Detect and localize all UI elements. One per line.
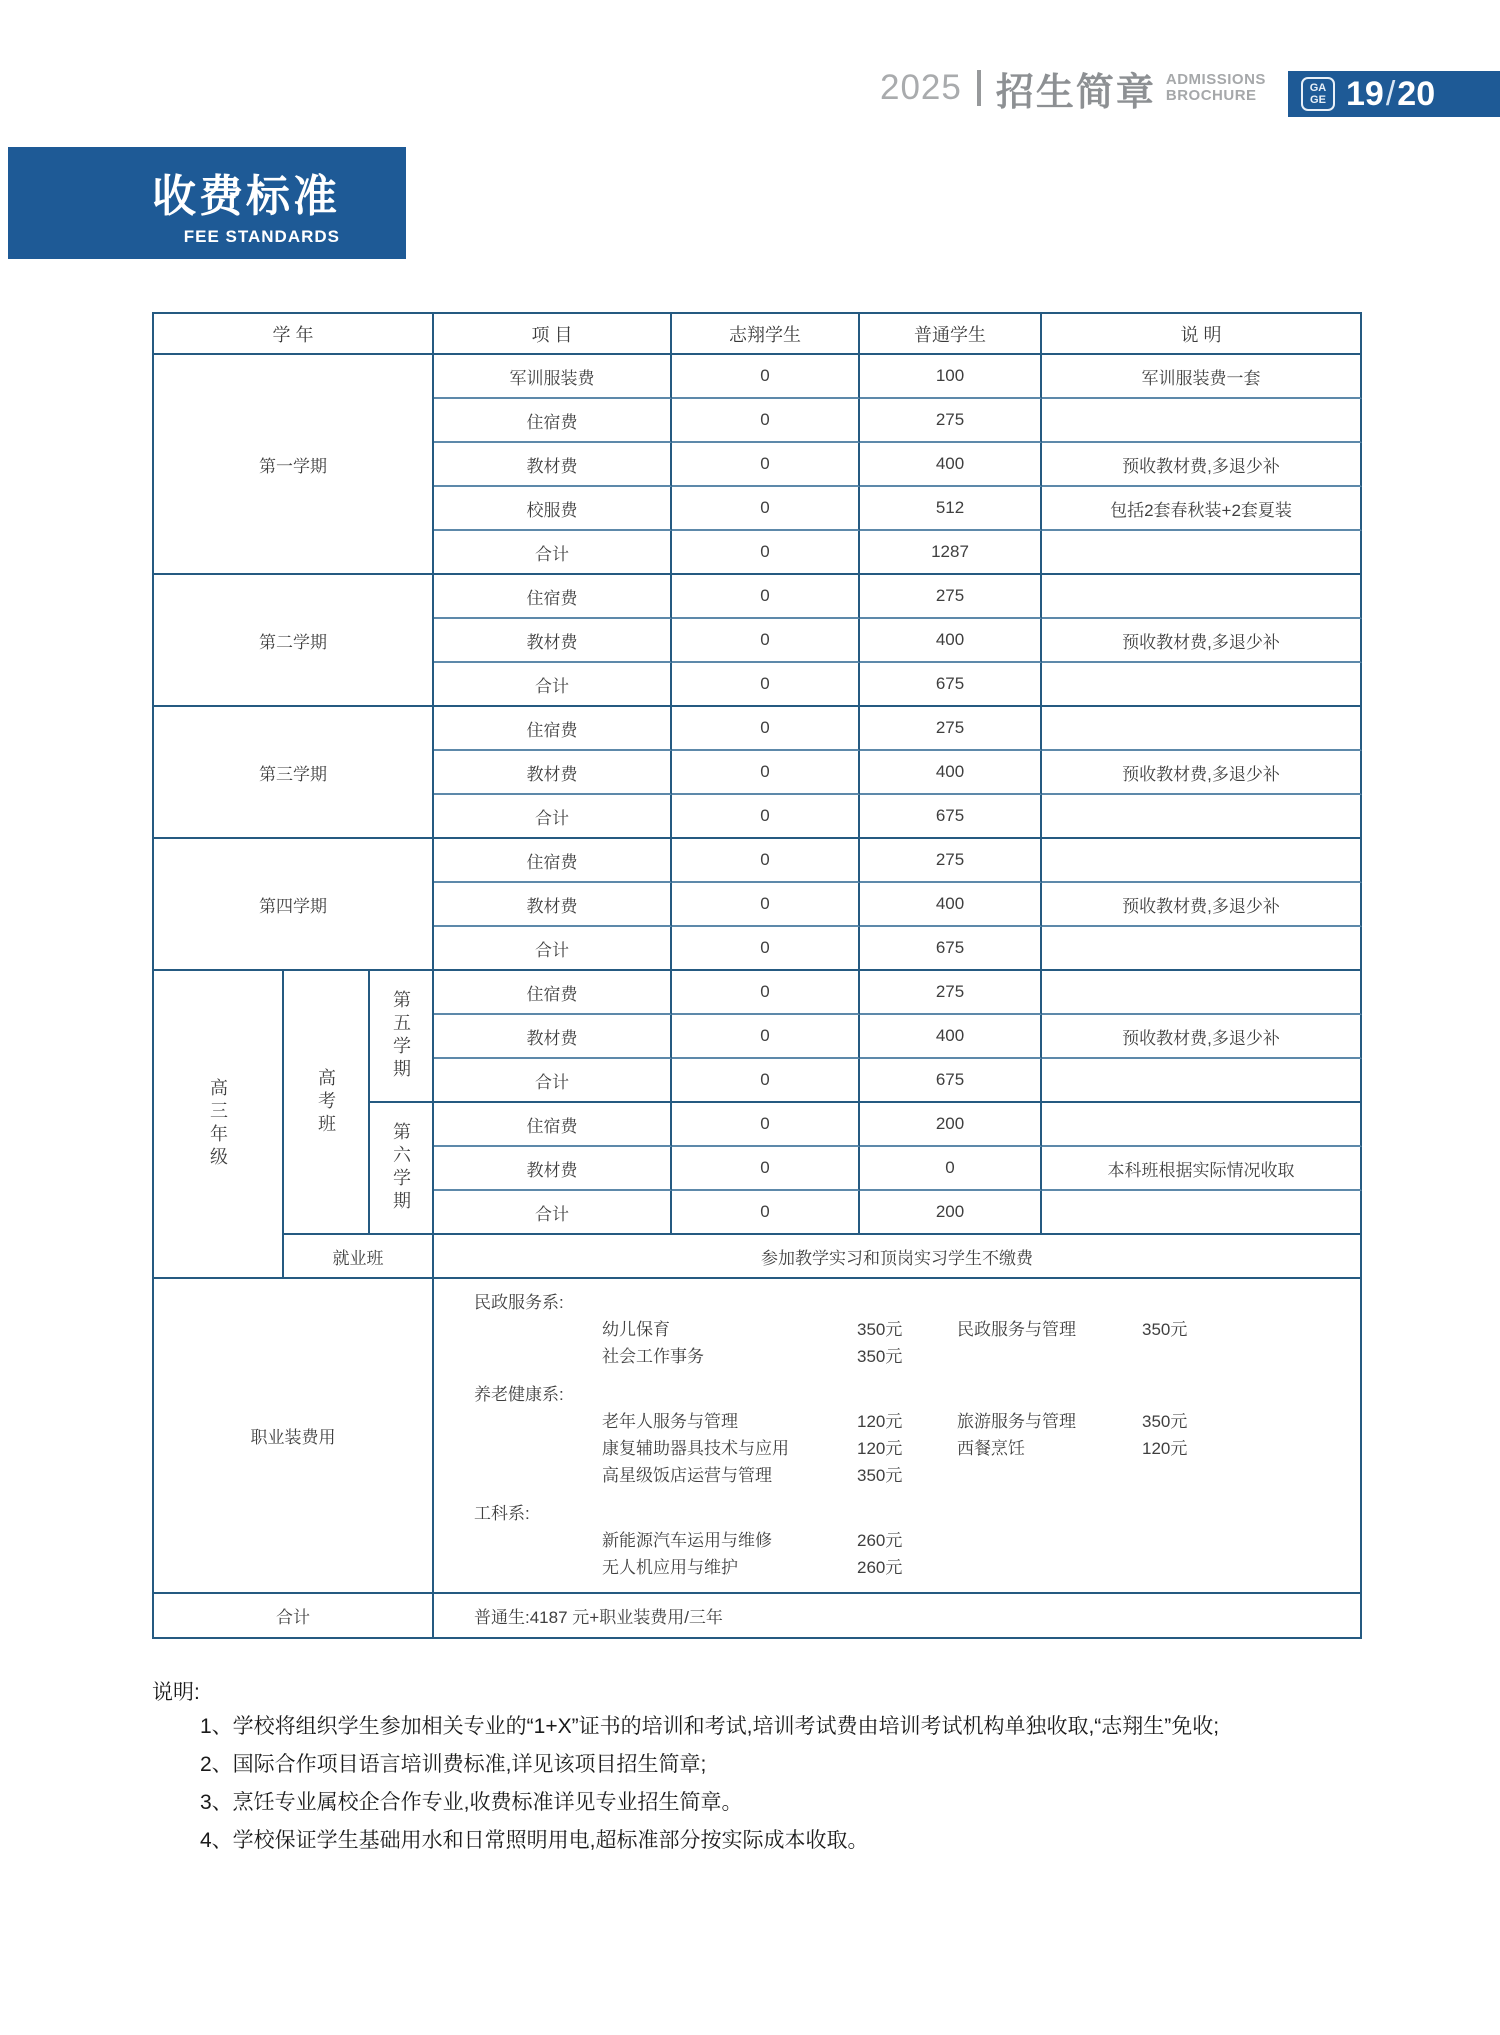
header-title-en-line2: BROCHURE bbox=[1165, 87, 1257, 104]
header-title-en-line1: ADMISSIONS bbox=[1165, 71, 1266, 88]
note-item: 3、烹饪专业属校企合作专业,收费标准详见专业招生简章。 bbox=[200, 1791, 743, 1814]
page-icon bbox=[1301, 77, 1335, 111]
table-cell: 住宿费 bbox=[434, 971, 672, 1015]
table-cell: 0 bbox=[672, 487, 860, 531]
table-cell: 675 bbox=[860, 663, 1042, 707]
major-price: 350元 bbox=[1142, 1320, 1188, 1339]
table-cell: 本科班根据实际情况收取 bbox=[1042, 1147, 1362, 1191]
major-name: 幼儿保育 bbox=[602, 1320, 670, 1339]
table-cell: 0 bbox=[672, 971, 860, 1015]
table-cell: 0 bbox=[672, 1059, 860, 1103]
major-name: 民政服务与管理 bbox=[957, 1320, 1076, 1339]
table-cell: 教材费 bbox=[434, 751, 672, 795]
semester-2-label: 第二学期 bbox=[154, 575, 434, 707]
table-cell: 军训服装费 bbox=[434, 355, 672, 399]
page-icon-line1: GA bbox=[1309, 82, 1327, 94]
page-number bbox=[1346, 75, 1435, 114]
major-price: 350元 bbox=[857, 1347, 903, 1366]
note-item: 4、学校保证学生基础用水和日常照明用电,超标准部分按实际成本收取。 bbox=[200, 1829, 869, 1852]
table-cell bbox=[1042, 839, 1362, 883]
col-header-regular: 普通学生 bbox=[860, 314, 1042, 355]
table-cell: 0 bbox=[672, 1103, 860, 1147]
grand-total-label: 合计 bbox=[154, 1594, 434, 1639]
table-cell: 0 bbox=[672, 399, 860, 443]
table-cell: 预收教材费,多退少补 bbox=[1042, 443, 1362, 487]
table-cell: 教材费 bbox=[434, 619, 672, 663]
major-price: 120元 bbox=[857, 1412, 903, 1431]
semester-5-label: 第五学期 bbox=[370, 971, 434, 1103]
major-name: 西餐烹饪 bbox=[957, 1439, 1025, 1458]
header-year: 2025 bbox=[880, 68, 962, 107]
table-cell: 住宿费 bbox=[434, 707, 672, 751]
table-cell: 675 bbox=[860, 927, 1042, 971]
major-name: 老年人服务与管理 bbox=[602, 1412, 738, 1431]
uniform-item bbox=[474, 1462, 1360, 1489]
uniform-fee-label: 职业装费用 bbox=[154, 1279, 434, 1594]
page-number-box bbox=[1288, 71, 1500, 117]
semester-1-label: 第一学期 bbox=[154, 355, 434, 575]
table-cell: 100 bbox=[860, 355, 1042, 399]
page-icon-line2: GE bbox=[1310, 94, 1326, 106]
table-cell bbox=[1042, 1191, 1362, 1235]
table-cell: 住宿费 bbox=[434, 399, 672, 443]
table-cell: 0 bbox=[672, 355, 860, 399]
major-price: 120元 bbox=[1142, 1439, 1188, 1458]
col-header-zhixiang: 志翔学生 bbox=[672, 314, 860, 355]
uniform-item bbox=[474, 1316, 1360, 1343]
table-cell: 400 bbox=[860, 443, 1042, 487]
major-name: 新能源汽车运用与维修 bbox=[602, 1531, 772, 1550]
table-cell: 包括2套春秋装+2套夏装 bbox=[1042, 487, 1362, 531]
table-cell: 0 bbox=[672, 927, 860, 971]
header-title-en bbox=[1166, 72, 1266, 104]
table-cell: 预收教材费,多退少补 bbox=[1042, 619, 1362, 663]
uniform-item bbox=[474, 1435, 1360, 1462]
table-cell: 0 bbox=[672, 883, 860, 927]
major-name: 旅游服务与管理 bbox=[957, 1412, 1076, 1431]
header-divider bbox=[977, 70, 981, 106]
table-cell: 0 bbox=[672, 1191, 860, 1235]
page-header bbox=[880, 62, 1266, 114]
major-price: 260元 bbox=[857, 1531, 903, 1550]
col-header-item: 项 目 bbox=[434, 314, 672, 355]
table-cell bbox=[1042, 795, 1362, 839]
major-price: 120元 bbox=[857, 1439, 903, 1458]
table-cell: 教材费 bbox=[434, 443, 672, 487]
table-cell: 合计 bbox=[434, 795, 672, 839]
table-cell: 0 bbox=[672, 531, 860, 575]
table-cell: 675 bbox=[860, 795, 1042, 839]
table-cell: 275 bbox=[860, 707, 1042, 751]
table-cell bbox=[1042, 399, 1362, 443]
grade3-label: 高三年级 bbox=[154, 971, 284, 1279]
table-cell bbox=[1042, 531, 1362, 575]
semester-4-label: 第四学期 bbox=[154, 839, 434, 971]
dept-name: 工科系: bbox=[474, 1504, 530, 1523]
table-cell: 合计 bbox=[434, 663, 672, 707]
table-cell: 1287 bbox=[860, 531, 1042, 575]
grand-total-value: 普通生:4187 元+职业装费用/三年 bbox=[434, 1594, 1362, 1639]
table-cell: 275 bbox=[860, 839, 1042, 883]
major-price: 350元 bbox=[1142, 1412, 1188, 1431]
banner-title-en: FEE STANDARDS bbox=[183, 226, 340, 246]
table-cell: 275 bbox=[860, 399, 1042, 443]
major-price: 260元 bbox=[857, 1558, 903, 1577]
table-cell: 教材费 bbox=[434, 1147, 672, 1191]
major-name: 无人机应用与维护 bbox=[602, 1558, 738, 1577]
table-cell: 住宿费 bbox=[434, 1103, 672, 1147]
note-item: 2、国际合作项目语言培训费标准,详见该项目招生简章; bbox=[200, 1753, 707, 1776]
table-cell: 教材费 bbox=[434, 883, 672, 927]
fee-table bbox=[152, 312, 1362, 1639]
table-cell: 275 bbox=[860, 575, 1042, 619]
table-cell: 军训服装费一套 bbox=[1042, 355, 1362, 399]
table-cell: 0 bbox=[672, 795, 860, 839]
major-name: 社会工作事务 bbox=[602, 1347, 704, 1366]
table-cell: 0 bbox=[672, 751, 860, 795]
table-cell: 0 bbox=[672, 443, 860, 487]
page-number-total: 20 bbox=[1397, 74, 1436, 113]
table-cell: 预收教材费,多退少补 bbox=[1042, 883, 1362, 927]
table-cell: 400 bbox=[860, 751, 1042, 795]
table-cell bbox=[1042, 1059, 1362, 1103]
dept-name: 养老健康系: bbox=[474, 1385, 564, 1404]
employment-class-label: 就业班 bbox=[284, 1235, 434, 1279]
uniform-item bbox=[474, 1343, 1360, 1370]
major-price: 350元 bbox=[857, 1466, 903, 1485]
table-cell: 0 bbox=[672, 1015, 860, 1059]
page-number-slash: / bbox=[1385, 74, 1396, 113]
table-cell: 0 bbox=[860, 1147, 1042, 1191]
banner-title-cn: 收费标准 bbox=[152, 171, 340, 221]
table-cell: 住宿费 bbox=[434, 839, 672, 883]
table-cell: 预收教材费,多退少补 bbox=[1042, 1015, 1362, 1059]
table-cell bbox=[1042, 707, 1362, 751]
major-price: 350元 bbox=[857, 1320, 903, 1339]
notes-title: 说明: bbox=[152, 1681, 200, 1704]
table-cell: 400 bbox=[860, 1015, 1042, 1059]
section-banner bbox=[8, 147, 406, 259]
table-cell: 512 bbox=[860, 487, 1042, 531]
table-cell: 0 bbox=[672, 619, 860, 663]
table-cell: 合计 bbox=[434, 927, 672, 971]
table-cell: 0 bbox=[672, 1147, 860, 1191]
table-cell: 0 bbox=[672, 663, 860, 707]
page-number-current: 19 bbox=[1346, 74, 1384, 113]
table-cell: 合计 bbox=[434, 1191, 672, 1235]
table-cell bbox=[1042, 663, 1362, 707]
table-cell: 400 bbox=[860, 883, 1042, 927]
note-item: 1、学校将组织学生参加相关专业的“1+X”证书的培训和考试,培训考试费由培训考试机构单独收取,“志翔生”免收; bbox=[200, 1715, 1220, 1738]
col-header-year: 学 年 bbox=[154, 314, 434, 355]
gaokao-class-label: 高考班 bbox=[284, 971, 370, 1235]
col-header-note: 说 明 bbox=[1042, 314, 1362, 355]
table-cell: 0 bbox=[672, 575, 860, 619]
table-cell: 675 bbox=[860, 1059, 1042, 1103]
table-cell: 合计 bbox=[434, 1059, 672, 1103]
table-cell: 200 bbox=[860, 1103, 1042, 1147]
table-cell: 预收教材费,多退少补 bbox=[1042, 751, 1362, 795]
major-name: 高星级饭店运营与管理 bbox=[602, 1466, 772, 1485]
employment-class-note: 参加教学实习和顶岗实习学生不缴费 bbox=[434, 1235, 1362, 1279]
uniform-fee-content bbox=[434, 1279, 1362, 1594]
table-cell bbox=[1042, 971, 1362, 1015]
major-name: 康复辅助器具技术与应用 bbox=[602, 1439, 789, 1458]
dept-name: 民政服务系: bbox=[474, 1293, 564, 1312]
uniform-item bbox=[474, 1527, 1360, 1554]
semester-3-label: 第三学期 bbox=[154, 707, 434, 839]
uniform-item bbox=[474, 1408, 1360, 1435]
uniform-item bbox=[474, 1554, 1360, 1581]
table-cell bbox=[1042, 927, 1362, 971]
table-cell: 校服费 bbox=[434, 487, 672, 531]
semester-6-label: 第六学期 bbox=[370, 1103, 434, 1235]
header-title-cn: 招生简章 bbox=[995, 71, 1156, 114]
table-cell: 教材费 bbox=[434, 1015, 672, 1059]
table-cell: 200 bbox=[860, 1191, 1042, 1235]
table-cell bbox=[1042, 575, 1362, 619]
table-cell: 0 bbox=[672, 839, 860, 883]
table-cell: 合计 bbox=[434, 531, 672, 575]
table-cell: 住宿费 bbox=[434, 575, 672, 619]
notes-section bbox=[152, 1678, 1382, 1860]
table-cell: 0 bbox=[672, 707, 860, 751]
table-cell: 400 bbox=[860, 619, 1042, 663]
table-cell bbox=[1042, 1103, 1362, 1147]
table-cell: 275 bbox=[860, 971, 1042, 1015]
